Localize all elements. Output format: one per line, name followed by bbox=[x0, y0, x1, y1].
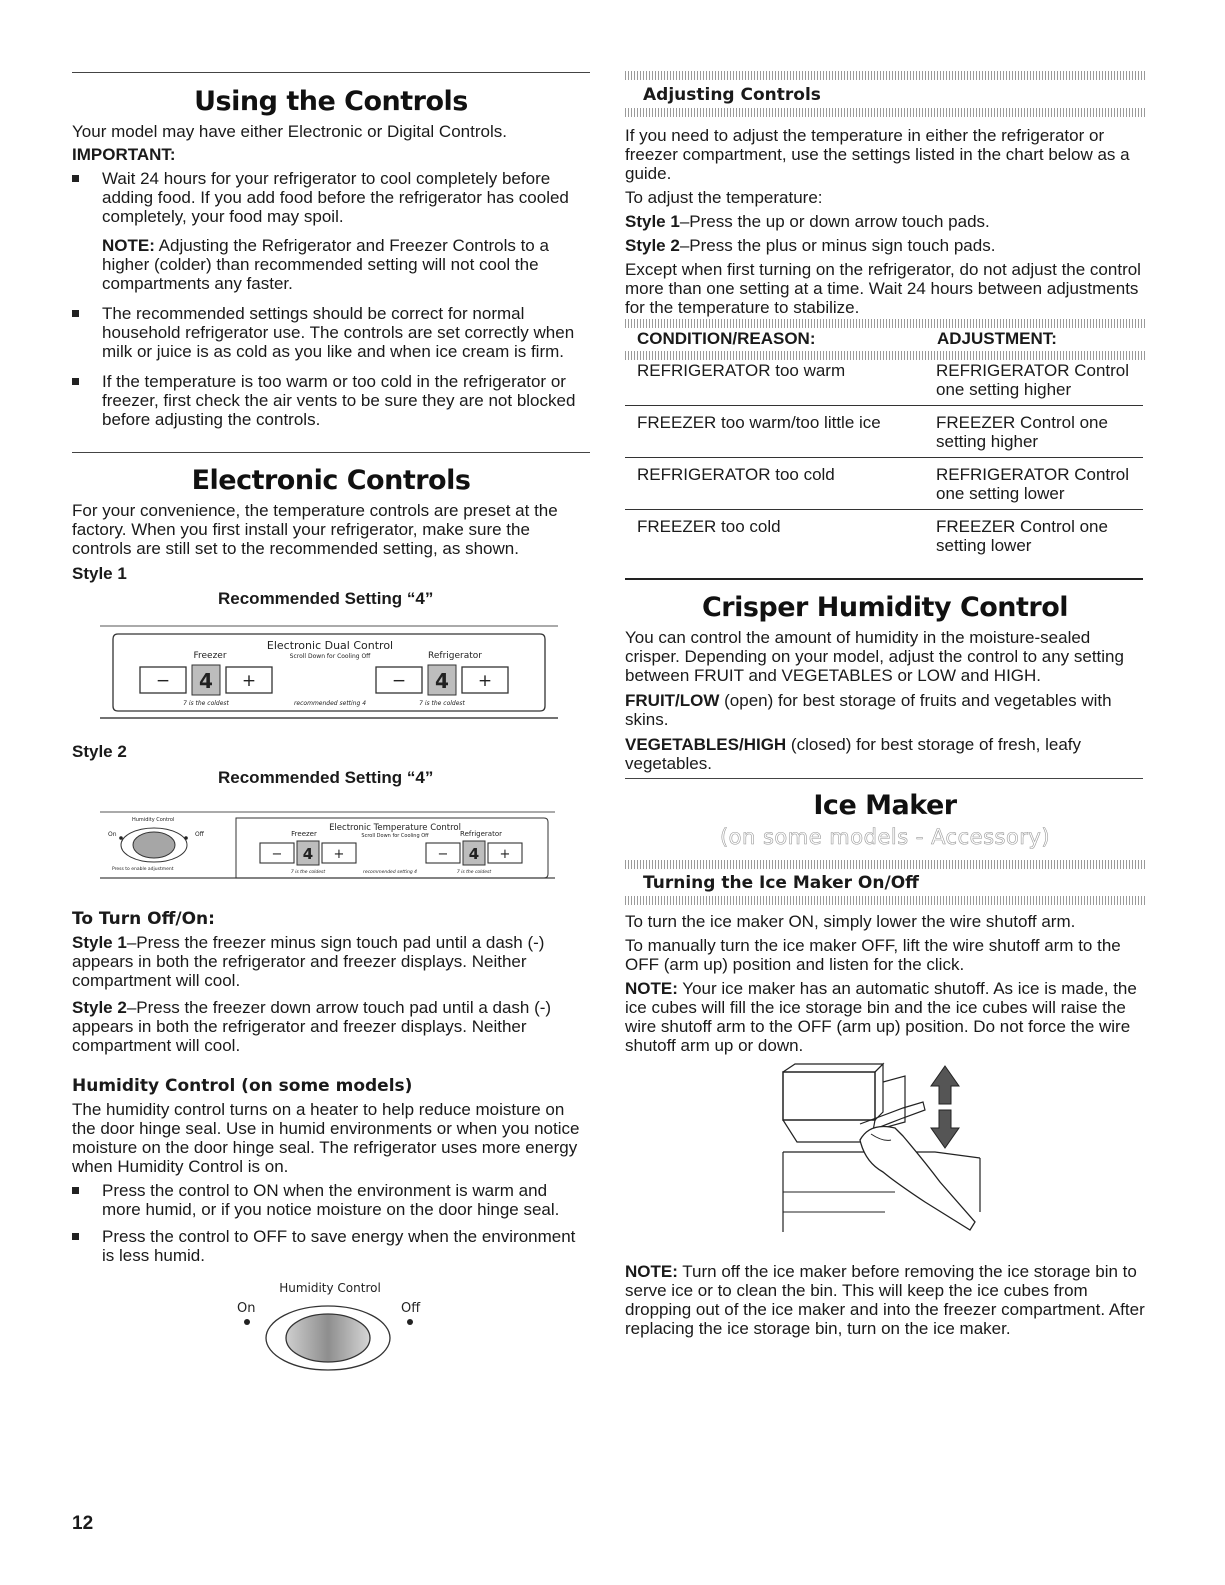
bullet-text: If the temperature is too warm or too cold in the refrigerator or freezer, first check the air vents to be sure they are not blocked before adjusting the controls. bbox=[102, 372, 576, 429]
plus-icon: + bbox=[333, 847, 345, 862]
ice-maker-text bbox=[625, 912, 1145, 1055]
ice-note2-block bbox=[625, 1262, 1145, 1338]
adjusting-p2: To adjust the temperature: bbox=[625, 188, 823, 207]
style-text: –Press the freezer down arrow touch pad until a dash (-) appears in both the refrigerator and freezer displays. Neither compartment will cool. bbox=[72, 998, 552, 1055]
crisper-p1: You can control the amount of humidity in the moisture-sealed crisper. Depending on your model, adjust the control to any setting between FRUIT and VEGETABLES or LOW and HIGH. bbox=[625, 628, 1124, 685]
panel2-note-right: 7 is the coldest bbox=[456, 870, 492, 875]
bullet-square-icon bbox=[72, 378, 79, 385]
adjustment-table bbox=[625, 329, 1145, 349]
adjusting-style2 bbox=[625, 236, 1145, 255]
bullet-humidity-on bbox=[72, 1181, 590, 1219]
panel2-off-label: Off bbox=[195, 831, 204, 838]
note-text: Your ice maker has an automatic shutoff. As ice is made, the ice cubes will fill the ice storage bin and the ice cubes will raise the wire shutoff arm to the OFF (arm up) position. Do not force the wire shutoff arm up or down. bbox=[625, 979, 1137, 1055]
style-text: –Press the up or down arrow touch pads. bbox=[679, 212, 990, 231]
hatch-rule-adjusting-bottom bbox=[625, 108, 1145, 117]
bullet-text: Press the control to ON when the environment is warm and more humid, or if you notice moisture on the door hinge seal. bbox=[102, 1181, 560, 1219]
humidity-control-intro: The humidity control turns on a heater to help reduce moisture on the door hinge seal. Use in humid environments or when you notice moisture on the door hinge seal. The refrigerator uses more energy when Humidity Control is on. bbox=[72, 1100, 580, 1176]
crisper-humidity-title: Crisper Humidity Control bbox=[701, 592, 1069, 623]
minus-icon: − bbox=[155, 671, 171, 691]
style-label: Style 2 bbox=[625, 236, 680, 255]
panel1-note-center: recommended setting 4 bbox=[293, 700, 367, 707]
minus-icon: − bbox=[437, 847, 449, 862]
panel2-humidity-button[interactable] bbox=[133, 832, 175, 858]
crisper-veg bbox=[625, 735, 1145, 773]
turn-style1-text bbox=[72, 933, 590, 990]
plus-icon: + bbox=[477, 671, 493, 691]
style-text: –Press the freezer minus sign touch pad until a dash (-) appears in both the refrigerator and freezer displays. Neither compartment will cool. bbox=[72, 933, 545, 990]
table-header-adjustment: ADJUSTMENT: bbox=[937, 329, 1057, 348]
bullet-square-icon bbox=[72, 1187, 79, 1194]
table-cell-adjustment: FREEZER Control one setting higher bbox=[936, 413, 1108, 451]
table-top-hatch bbox=[625, 319, 1145, 328]
note-label: NOTE: bbox=[102, 236, 155, 255]
ice-maker-subtitle: (on some models - Accessory) bbox=[719, 825, 1051, 849]
table-header-row bbox=[625, 329, 1145, 349]
panel2-on-label: On bbox=[108, 831, 117, 838]
turn-off-on-section bbox=[72, 910, 590, 1265]
crisper-veg-text: (closed) for best storage of fresh, leafy vegetables. bbox=[625, 735, 1082, 773]
panel1-note-left: 7 is the coldest bbox=[183, 700, 229, 707]
note-text: Turn off the ice maker before removing the ice storage bin to serve ice or to clean the bin. This will keep the ice cubes from dropping out of the ice maker and into the freezer compartment. After replacing the ice storage bin, turn on the ice maker. bbox=[625, 1262, 1145, 1338]
panel2-freezer-label: Freezer bbox=[291, 830, 317, 838]
panel1-title: Electronic Dual Control bbox=[266, 639, 394, 652]
ice-note2 bbox=[625, 1262, 1145, 1338]
humidity-dial-off-label: Off bbox=[401, 1301, 421, 1316]
table-cell-condition: FREEZER too cold bbox=[637, 517, 781, 536]
panel2-refrigerator-label: Refrigerator bbox=[460, 830, 502, 838]
adjusting-p3: Except when first turning on the refrigerator, do not adjust the control more than one setting at a time. Wait 24 hours between adjustments for the temperature to stabilize. bbox=[625, 260, 1141, 317]
ice-maker-section bbox=[625, 790, 1145, 849]
humidity-dial-label: Humidity Control bbox=[279, 1281, 381, 1295]
panel1-refrigerator-label: Refrigerator bbox=[428, 651, 482, 661]
crisper-fruit bbox=[625, 691, 1145, 729]
table-row-divider bbox=[625, 457, 1143, 458]
panel1-refrigerator-controls bbox=[376, 665, 508, 695]
style2-label: Style 2 bbox=[72, 742, 127, 761]
crisper-fruit-text: (open) for best storage of fruits and vegetables with skins. bbox=[625, 691, 1112, 729]
humidity-dial-on-label: On bbox=[237, 1301, 256, 1316]
note-label: NOTE: bbox=[625, 979, 678, 998]
using-controls-section bbox=[72, 86, 590, 429]
table-row-divider bbox=[625, 405, 1143, 406]
arrow-up-icon bbox=[931, 1066, 959, 1104]
electronic-intro: For your convenience, the temperature controls are preset at the factory. When you first install your refrigerator, make sure the controls are still set to the recommended setting, as shown. bbox=[72, 501, 558, 558]
turn-off-on-title: To Turn Off/On: bbox=[72, 909, 215, 929]
crisper-veg-label: VEGETABLES/HIGH bbox=[625, 735, 787, 754]
bullet-square-icon bbox=[72, 310, 79, 317]
panel2-note-center: recommended setting 4 bbox=[362, 870, 418, 875]
adjusting-controls-title: Adjusting Controls bbox=[643, 85, 821, 105]
note-adjusting bbox=[72, 236, 590, 293]
humidity-control-dial bbox=[225, 1275, 435, 1375]
style-label: Style 1 bbox=[625, 212, 680, 231]
electronic-dual-control-panel bbox=[100, 622, 560, 724]
panel2-humidity-label: Humidity Control bbox=[132, 817, 175, 823]
refrigerator-display-digit: 4 bbox=[435, 669, 449, 693]
panel1-note-right: 7 is the coldest bbox=[419, 700, 465, 707]
plus-icon: + bbox=[499, 847, 511, 862]
turn-style2-text bbox=[72, 998, 590, 1055]
electronic-controls-title: Electronic Controls bbox=[191, 465, 471, 496]
important-label: IMPORTANT: bbox=[72, 145, 176, 164]
panel2-refrigerator-digit: 4 bbox=[468, 845, 480, 863]
adjusting-p1: If you need to adjust the temperature in either the refrigerator or freezer compartment, use the settings listed in the chart below as a guide. bbox=[625, 126, 1130, 183]
bullet-text: Press the control to OFF to save energy when the environment is less humid. bbox=[102, 1227, 576, 1265]
style-text: –Press the plus or minus sign touch pads. bbox=[679, 236, 996, 255]
minus-icon: − bbox=[271, 847, 283, 862]
style-label: Style 2 bbox=[72, 998, 127, 1017]
minus-icon: − bbox=[391, 671, 407, 691]
table-cell-adjustment: REFRIGERATOR Control one setting higher bbox=[936, 361, 1130, 399]
hatch-rule-ice-bottom bbox=[625, 896, 1145, 905]
table-cell-adjustment: REFRIGERATOR Control one setting lower bbox=[936, 465, 1130, 503]
ice-bin-icon bbox=[783, 1072, 875, 1120]
style1-label: Style 1 bbox=[72, 564, 127, 583]
bullet-recommended-settings bbox=[72, 304, 590, 361]
turning-ice-maker-title: Turning the Ice Maker On/Off bbox=[643, 873, 919, 893]
bullet-wait-24-hours bbox=[72, 169, 590, 226]
freezer-display-digit: 4 bbox=[199, 669, 213, 693]
recommended-setting-1: Recommended Setting “4” bbox=[218, 589, 434, 608]
note-text: Adjusting the Refrigerator and Freezer Controls to a higher (colder) than recommended setting will not cool the compartments any faster. bbox=[102, 236, 549, 293]
crisper-humidity-section bbox=[625, 592, 1145, 773]
panel2-note-left: 7 is the coldest bbox=[290, 870, 326, 875]
bullet-square-icon bbox=[72, 1233, 79, 1240]
adjusting-controls-section bbox=[625, 126, 1145, 317]
panel1-freezer-controls bbox=[140, 665, 272, 695]
recommended-setting-2: Recommended Setting “4” bbox=[218, 768, 434, 787]
note-label: NOTE: bbox=[625, 1262, 678, 1281]
panel1-subtitle: Scroll Down for Cooling Off bbox=[289, 653, 371, 660]
bullet-temperature-check bbox=[72, 372, 590, 429]
top-rule-left bbox=[72, 72, 590, 73]
ice-p1: To turn the ice maker ON, simply lower the wire shutoff arm. bbox=[625, 912, 1076, 931]
panel2-title: Electronic Temperature Control bbox=[329, 823, 461, 833]
ice-maker-title: Ice Maker bbox=[813, 790, 957, 821]
using-controls-intro: Your model may have either Electronic or Digital Controls. bbox=[72, 122, 507, 141]
style-label: Style 1 bbox=[72, 933, 127, 952]
electronic-controls-section bbox=[72, 465, 590, 608]
arrow-down-icon bbox=[931, 1110, 959, 1148]
bullet-text: The recommended settings should be correct for normal household refrigerator use. The controls are set correctly when milk or juice is as cold as you like and when ice cream is firm. bbox=[102, 304, 575, 361]
ice-note1 bbox=[625, 979, 1145, 1055]
page-number: 12 bbox=[72, 1513, 94, 1534]
bullet-square-icon bbox=[72, 175, 79, 182]
adjusting-style1 bbox=[625, 212, 1145, 231]
table-row-divider bbox=[625, 509, 1143, 510]
ice-maker-illustration bbox=[775, 1062, 990, 1252]
panel2-freezer-digit: 4 bbox=[302, 845, 314, 863]
humidity-control-title: Humidity Control (on some models) bbox=[72, 1076, 413, 1096]
ice-p2: To manually turn the ice maker OFF, lift the wire shutoff arm to the OFF (arm up) position and listen for the click. bbox=[625, 936, 1121, 974]
table-header-condition: CONDITION/REASON: bbox=[637, 329, 816, 348]
panel2-humidity-note: Press to enable adjustment bbox=[112, 867, 174, 872]
plus-icon: + bbox=[241, 671, 257, 691]
hatch-rule-ice-top bbox=[625, 860, 1145, 869]
rule-electronic bbox=[72, 452, 590, 453]
rule-ice-maker bbox=[625, 778, 1143, 779]
bullet-humidity-off bbox=[72, 1227, 590, 1265]
panel1-freezer-label: Freezer bbox=[193, 651, 227, 661]
table-cell-adjustment: FREEZER Control one setting lower bbox=[936, 517, 1108, 555]
crisper-fruit-label: FRUIT/LOW bbox=[625, 691, 720, 710]
hatch-rule-adjusting-top bbox=[625, 71, 1145, 80]
table-cell-condition: FREEZER too warm/too little ice bbox=[637, 413, 881, 432]
table-cell-condition: REFRIGERATOR too warm bbox=[637, 361, 846, 380]
bullet-text: Wait 24 hours for your refrigerator to cool completely before adding food. If you add food before the refrigerator has cooled completely, your food may spoil. bbox=[102, 169, 569, 226]
using-controls-title: Using the Controls bbox=[194, 86, 468, 117]
panel2-subtitle: Scroll Down for Cooling Off bbox=[361, 833, 429, 839]
hand-icon bbox=[860, 1127, 975, 1231]
table-header-hatch bbox=[625, 351, 1145, 360]
rule-crisper bbox=[625, 578, 1143, 580]
table-cell-condition: REFRIGERATOR too cold bbox=[637, 465, 835, 484]
electronic-temperature-control-panel bbox=[100, 808, 560, 888]
humidity-dial-button[interactable] bbox=[286, 1314, 370, 1362]
